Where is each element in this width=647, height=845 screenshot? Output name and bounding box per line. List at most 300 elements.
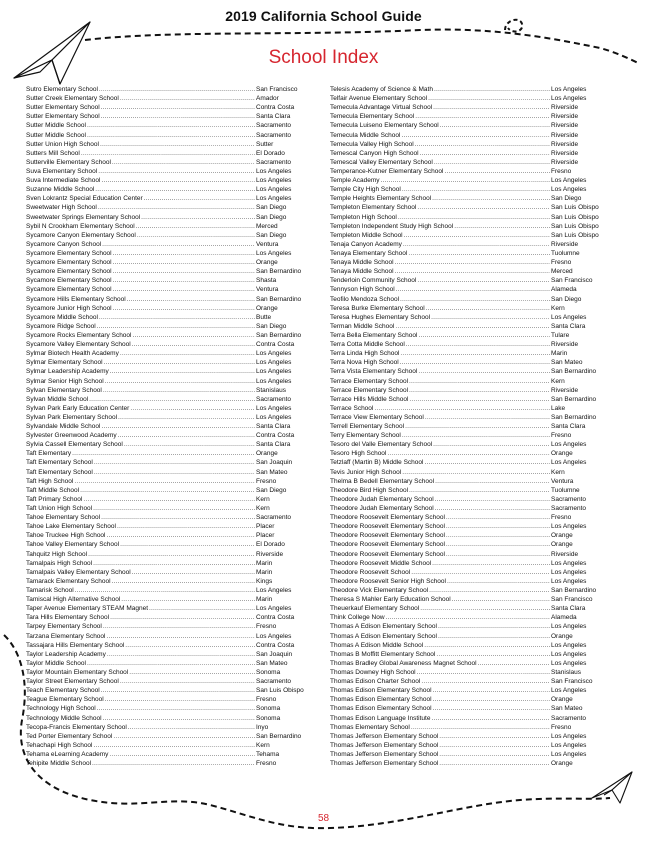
- index-entry: [26, 121, 322, 130]
- index-entry: [26, 759, 322, 768]
- leader-dots: [113, 285, 255, 294]
- school-name: Tehama eLearning Academy: [26, 750, 109, 758]
- county-name: Los Angeles: [551, 95, 587, 103]
- index-entry: [26, 176, 322, 185]
- index-entry: [26, 495, 322, 504]
- school-name: Theodore Roosevelt Elementary School: [330, 523, 445, 531]
- school-name: Theodore Roosevelt Elementary School: [330, 541, 445, 549]
- county-name: El Dorado: [256, 541, 285, 549]
- school-name: Thomas A Edison Elementary School: [330, 623, 437, 631]
- school-name: Tecopa-Francis Elementary School: [26, 723, 127, 731]
- leader-dots: [400, 349, 550, 358]
- leader-dots: [415, 112, 550, 121]
- leader-dots: [404, 231, 550, 240]
- county-name: Alameda: [551, 614, 577, 622]
- school-name: Sutter Elementary School: [26, 104, 100, 112]
- school-name: Temecula Advantage Virtual School: [330, 104, 433, 112]
- index-entry: [330, 422, 622, 431]
- leader-dots: [439, 741, 550, 750]
- school-name: Thomas Edison Language Institute: [330, 714, 431, 722]
- county-name: Los Angeles: [551, 313, 587, 321]
- leader-dots: [107, 650, 255, 659]
- leader-dots: [120, 349, 255, 358]
- index-entry: [26, 258, 322, 267]
- school-name: Taft Middle School: [26, 486, 80, 494]
- leader-dots: [133, 331, 256, 340]
- school-name: Temecula Elementary School: [330, 113, 415, 121]
- leader-dots: [105, 377, 255, 386]
- county-name: San Francisco: [551, 277, 593, 285]
- county-name: San Diego: [551, 295, 582, 303]
- county-name: Fresno: [551, 259, 572, 267]
- school-name: Tesoro High School: [330, 450, 387, 458]
- school-name: Taft Primary School: [26, 495, 83, 503]
- school-name: Technology High School: [26, 705, 96, 713]
- school-name: Sycamore Junior High School: [26, 304, 112, 312]
- index-entry: [330, 240, 622, 249]
- index-entry: [330, 395, 622, 404]
- index-entry: [26, 613, 322, 622]
- county-name: Los Angeles: [256, 359, 292, 367]
- index-entry: [330, 522, 622, 531]
- school-name: Tamiscal High Alternative School: [26, 596, 121, 604]
- school-name: Sylvandale Middle School: [26, 423, 101, 431]
- county-name: San Bernardino: [551, 413, 597, 421]
- county-name: Ventura: [256, 286, 279, 294]
- county-name: Sacramento: [256, 158, 292, 166]
- leader-dots: [110, 613, 255, 622]
- county-name: Santa Clara: [256, 113, 291, 121]
- county-name: Placer: [256, 523, 275, 531]
- index-entry: [330, 349, 622, 358]
- school-name: Tahquitz High School: [26, 550, 88, 558]
- index-entry: [330, 550, 622, 559]
- school-name: Terrace Elementary School: [330, 377, 409, 385]
- county-name: Shasta: [256, 277, 277, 285]
- county-name: El Dorado: [256, 149, 285, 157]
- county-name: Los Angeles: [551, 687, 587, 695]
- index-entry: [330, 121, 622, 130]
- index-entry: [26, 431, 322, 440]
- county-name: Kern: [256, 495, 270, 503]
- leader-dots: [92, 759, 255, 768]
- index-entry: [330, 668, 622, 677]
- school-name: Sycamore Elementary School: [26, 268, 112, 276]
- county-name: Santa Clara: [551, 605, 586, 613]
- index-entry: [330, 486, 622, 495]
- county-name: Los Angeles: [256, 177, 292, 185]
- school-name: Terrace Elementary School: [330, 386, 409, 394]
- school-name: Sycamore Canyon Elementary School: [26, 231, 136, 239]
- school-name: Thomas Edison Elementary School: [330, 705, 432, 713]
- county-name: Los Angeles: [256, 377, 292, 385]
- school-name: Terra Linda High School: [330, 350, 400, 358]
- school-name: Sweetwater Springs Elementary School: [26, 213, 141, 221]
- index-entry: [26, 531, 322, 540]
- school-name: Sycamore Rocks Elementary School: [26, 331, 132, 339]
- leader-dots: [88, 550, 255, 559]
- index-entry: [26, 213, 322, 222]
- index-entry: [330, 604, 622, 613]
- county-name: Kern: [551, 377, 565, 385]
- index-entry: [26, 632, 322, 641]
- school-name: Sylvan Middle School: [26, 395, 89, 403]
- leader-dots: [98, 203, 255, 212]
- county-name: Los Angeles: [551, 732, 587, 740]
- county-name: Sonoma: [256, 669, 281, 676]
- county-name: Alameda: [551, 286, 577, 294]
- leader-dots: [113, 249, 255, 258]
- leader-dots: [438, 632, 550, 641]
- county-name: Stanislaus: [256, 386, 286, 394]
- school-name: Thomas B Moffitt Elementary School: [330, 650, 436, 658]
- index-entry: [330, 367, 622, 376]
- school-name: Taft Elementary School: [26, 468, 93, 476]
- leader-dots: [434, 85, 550, 94]
- school-name: Sylmar Biotech Health Academy: [26, 350, 119, 358]
- county-name: Los Angeles: [551, 186, 587, 194]
- school-name: Temescal Valley Elementary School: [330, 158, 433, 166]
- index-entry: [330, 313, 622, 322]
- index-entry: [330, 231, 622, 240]
- index-entry: [330, 249, 622, 258]
- county-name: San Diego: [256, 486, 287, 494]
- school-name: Teach Elementary School: [26, 687, 100, 695]
- leader-dots: [118, 413, 255, 422]
- county-name: Marin: [256, 559, 273, 567]
- index-entry: [26, 595, 322, 604]
- index-entry: [26, 550, 322, 559]
- school-name: Tenaya Middle School: [330, 259, 394, 267]
- leader-dots: [117, 522, 255, 531]
- school-name: Taft Elementary School: [26, 459, 93, 467]
- school-name: Terra Cotta Middle School: [330, 341, 405, 349]
- school-name: Technology Middle School: [26, 714, 102, 722]
- school-name: Tamalpais Valley Elementary School: [26, 568, 131, 576]
- index-entry: [330, 659, 622, 668]
- leader-dots: [149, 604, 255, 613]
- county-name: San Bernardino: [551, 395, 597, 403]
- county-name: Fresno: [256, 623, 277, 631]
- leader-dots: [74, 477, 255, 486]
- index-entry: [330, 85, 622, 94]
- index-entry: [26, 203, 322, 212]
- leader-dots: [83, 495, 255, 504]
- index-entry: [26, 358, 322, 367]
- county-name: Los Angeles: [551, 523, 587, 531]
- county-name: Los Angeles: [551, 750, 587, 758]
- county-name: San Mateo: [256, 659, 288, 667]
- index-entry: [330, 695, 622, 704]
- index-entry: [330, 140, 622, 149]
- school-name: Sycamore Elementary School: [26, 249, 112, 257]
- county-name: Riverside: [551, 341, 579, 349]
- index-entry: [330, 732, 622, 741]
- school-name: Taylor Middle School: [26, 659, 86, 667]
- county-name: Riverside: [551, 240, 579, 248]
- county-name: Los Angeles: [551, 650, 587, 658]
- leader-dots: [433, 704, 550, 713]
- index-entry: [26, 231, 322, 240]
- index-entry: [330, 285, 622, 294]
- leader-dots: [418, 331, 550, 340]
- county-name: San Joaquin: [256, 459, 293, 467]
- school-name: Terrell Elementary School: [330, 423, 405, 431]
- county-name: San Francisco: [551, 596, 593, 604]
- school-name: Temple Heights Elementary School: [330, 195, 432, 203]
- county-name: San Bernardino: [256, 331, 302, 339]
- school-name: Taylor Leadership Academy: [26, 650, 106, 658]
- leader-dots: [398, 213, 550, 222]
- leader-dots: [446, 550, 550, 559]
- leader-dots: [411, 723, 550, 732]
- leader-dots: [141, 213, 255, 222]
- index-entry: [26, 723, 322, 732]
- index-entry: [26, 386, 322, 395]
- index-entry: [26, 295, 322, 304]
- school-name: Sutter Middle School: [26, 131, 86, 139]
- county-name: Los Angeles: [551, 659, 587, 667]
- leader-dots: [424, 641, 550, 650]
- leader-dots: [94, 741, 256, 750]
- index-entry: [26, 586, 322, 595]
- county-name: Contra Costa: [256, 641, 295, 649]
- leader-dots: [101, 513, 255, 522]
- county-name: Los Angeles: [551, 641, 587, 649]
- county-name: San Diego: [256, 231, 287, 239]
- school-name: Temperance-Kutner Elementary School: [330, 167, 444, 175]
- county-name: Kern: [256, 505, 270, 513]
- school-name: Theodore Bird High School: [330, 486, 409, 494]
- school-name: Theresa S Mahler Early Education School: [330, 596, 451, 604]
- county-name: Orange: [551, 632, 573, 640]
- leader-dots: [98, 167, 255, 176]
- leader-dots: [417, 668, 550, 677]
- index-entry: [26, 559, 322, 568]
- county-name: Los Angeles: [256, 368, 292, 376]
- index-entry: [26, 440, 322, 449]
- school-name: Teresa Burke Elementary School: [330, 304, 425, 312]
- index-entry: [330, 650, 622, 659]
- school-name: Tarpey Elementary School: [26, 623, 102, 631]
- school-name: Sycamore Hills Elementary School: [26, 295, 126, 303]
- index-entry: [330, 641, 622, 650]
- index-entry: [330, 358, 622, 367]
- county-name: Orange: [551, 760, 573, 768]
- school-name: Sylmar Senior High School: [26, 377, 104, 385]
- leader-dots: [103, 622, 255, 631]
- school-name: Tennyson High School: [330, 286, 395, 294]
- county-name: Tuolumne: [551, 486, 580, 494]
- school-name: Sylvan Elementary School: [26, 386, 102, 394]
- index-entry: [26, 367, 322, 376]
- index-entry: [26, 304, 322, 313]
- school-name: Theodore Roosevelt Elementary School: [330, 514, 445, 522]
- school-name: Terrace Hills Middle School: [330, 395, 409, 403]
- leader-dots: [478, 659, 550, 668]
- county-name: San Bernardino: [256, 268, 302, 276]
- school-name: Sycamore Elementary School: [26, 277, 112, 285]
- school-name: Tamarack Elementary School: [26, 577, 111, 585]
- index-column-left: [26, 85, 322, 768]
- leader-dots: [104, 358, 255, 367]
- index-entry: [330, 194, 622, 203]
- school-name: Tahoe Elementary School: [26, 514, 101, 522]
- leader-dots: [424, 458, 550, 467]
- county-name: San Bernardino: [551, 587, 597, 595]
- leader-dots: [94, 468, 255, 477]
- index-entry: [26, 714, 322, 723]
- index-entry: [330, 750, 622, 759]
- county-name: Los Angeles: [256, 249, 292, 257]
- leader-dots: [132, 340, 255, 349]
- county-name: Lake: [551, 404, 566, 412]
- school-name: Taper Avenue Elementary STEAM Magnet: [26, 605, 148, 613]
- county-name: San Diego: [256, 322, 287, 330]
- school-name: Tesoro del Valle Elementary School: [330, 441, 433, 449]
- leader-dots: [409, 386, 550, 395]
- leader-dots: [72, 449, 255, 458]
- school-name: Ted Porter Elementary School: [26, 732, 113, 740]
- county-name: San Luis Obispo: [256, 687, 304, 695]
- leader-dots: [431, 313, 550, 322]
- county-name: Tehama: [256, 750, 280, 758]
- school-name: Sybil N Crookham Elementary School: [26, 222, 135, 230]
- school-name: Sycamore Ridge School: [26, 322, 96, 330]
- county-name: Los Angeles: [256, 350, 292, 358]
- leader-dots: [95, 185, 255, 194]
- county-name: Sacramento: [256, 514, 292, 522]
- leader-dots: [395, 322, 550, 331]
- leader-dots: [429, 586, 550, 595]
- school-name: Tehipite Middle School: [26, 760, 92, 768]
- leader-dots: [409, 377, 550, 386]
- leader-dots: [409, 486, 550, 495]
- leader-dots: [124, 440, 255, 449]
- county-name: Riverside: [551, 122, 579, 130]
- leader-dots: [80, 486, 255, 495]
- index-entry: [330, 632, 622, 641]
- county-name: Los Angeles: [256, 195, 292, 203]
- county-name: Marin: [256, 568, 273, 576]
- index-entry: [26, 222, 322, 231]
- leader-dots: [125, 641, 255, 650]
- leader-dots: [101, 176, 255, 185]
- index-entry: [26, 404, 322, 413]
- leader-dots: [402, 431, 550, 440]
- county-name: Los Angeles: [551, 86, 587, 93]
- index-entry: [26, 249, 322, 258]
- leader-dots: [105, 695, 255, 704]
- index-entry: [330, 158, 622, 167]
- school-name: Sylvia Cassell Elementary School: [26, 441, 123, 449]
- school-name: Temecula Middle School: [330, 131, 401, 139]
- school-name: Tenderloin Community School: [330, 277, 417, 285]
- leader-dots: [112, 577, 255, 586]
- index-entry: [26, 276, 322, 285]
- index-entry: [26, 659, 322, 668]
- school-name: Sutter Elementary School: [26, 113, 100, 121]
- leader-dots: [434, 158, 550, 167]
- index-entry: [26, 149, 322, 158]
- county-name: Fresno: [551, 167, 572, 175]
- leader-dots: [137, 231, 255, 240]
- school-name: Suzanne Middle School: [26, 186, 95, 194]
- leader-dots: [121, 595, 255, 604]
- index-entry: [330, 759, 622, 768]
- school-name: Theodore Judah Elementary School: [330, 495, 434, 503]
- school-name: Templeton Independent Study High School: [330, 222, 454, 230]
- leader-dots: [402, 468, 550, 477]
- index-entry: [26, 486, 322, 495]
- county-name: Sonoma: [256, 714, 281, 722]
- county-name: Sacramento: [256, 395, 292, 403]
- index-entry: [330, 386, 622, 395]
- school-name: Thomas A Edison Elementary School: [330, 632, 437, 640]
- county-name: San Luis Obispo: [551, 222, 599, 230]
- leader-dots: [408, 249, 550, 258]
- leader-dots: [444, 167, 550, 176]
- school-name: Temecula Valley High School: [330, 140, 414, 148]
- leader-dots: [107, 632, 256, 641]
- county-name: Placer: [256, 532, 275, 540]
- leader-dots: [440, 121, 550, 130]
- county-name: Kern: [551, 468, 565, 476]
- county-name: San Bernardino: [256, 732, 302, 740]
- leader-dots: [87, 659, 255, 668]
- county-name: Marin: [256, 596, 273, 604]
- leader-dots: [438, 622, 550, 631]
- county-name: Los Angeles: [551, 559, 587, 567]
- leader-dots: [97, 704, 255, 713]
- index-entry: [330, 213, 622, 222]
- leader-dots: [100, 140, 255, 149]
- school-name: Sycamore Valley Elementary School: [26, 341, 131, 349]
- leader-dots: [87, 121, 255, 130]
- leader-dots: [447, 577, 550, 586]
- leader-dots: [426, 304, 550, 313]
- leader-dots: [103, 714, 255, 723]
- county-name: Sacramento: [551, 505, 587, 513]
- school-name: Thomas Edison Elementary School: [330, 696, 432, 704]
- index-entry: [26, 240, 322, 249]
- leader-dots: [75, 586, 255, 595]
- school-name: Templeton Elementary School: [330, 204, 417, 212]
- index-entry: [26, 185, 322, 194]
- leader-dots: [415, 140, 550, 149]
- leader-dots: [396, 285, 550, 294]
- county-name: Los Angeles: [256, 587, 292, 595]
- county-name: Orange: [256, 450, 278, 458]
- county-name: Los Angeles: [551, 623, 587, 631]
- county-name: Riverside: [551, 158, 579, 166]
- school-name: Theodore Roosevelt Elementary School: [330, 550, 445, 558]
- school-name: Templeton Middle School: [330, 231, 403, 239]
- school-name: Sutter Creek Elementary School: [26, 95, 119, 103]
- index-entry: [330, 112, 622, 121]
- school-name: Tenaja Canyon Academy: [330, 240, 402, 248]
- county-name: Sonoma: [256, 705, 281, 713]
- leader-dots: [433, 695, 550, 704]
- county-name: Kings: [256, 577, 273, 585]
- county-name: Merced: [551, 268, 573, 276]
- leader-dots: [418, 367, 550, 376]
- school-name: Thomas Elementary School: [330, 723, 410, 731]
- school-name: Theuerkauf Elementary School: [330, 605, 420, 613]
- leader-dots: [428, 94, 550, 103]
- school-name: Taft Union High School: [26, 505, 93, 513]
- school-name: Tamarisk School: [26, 587, 74, 595]
